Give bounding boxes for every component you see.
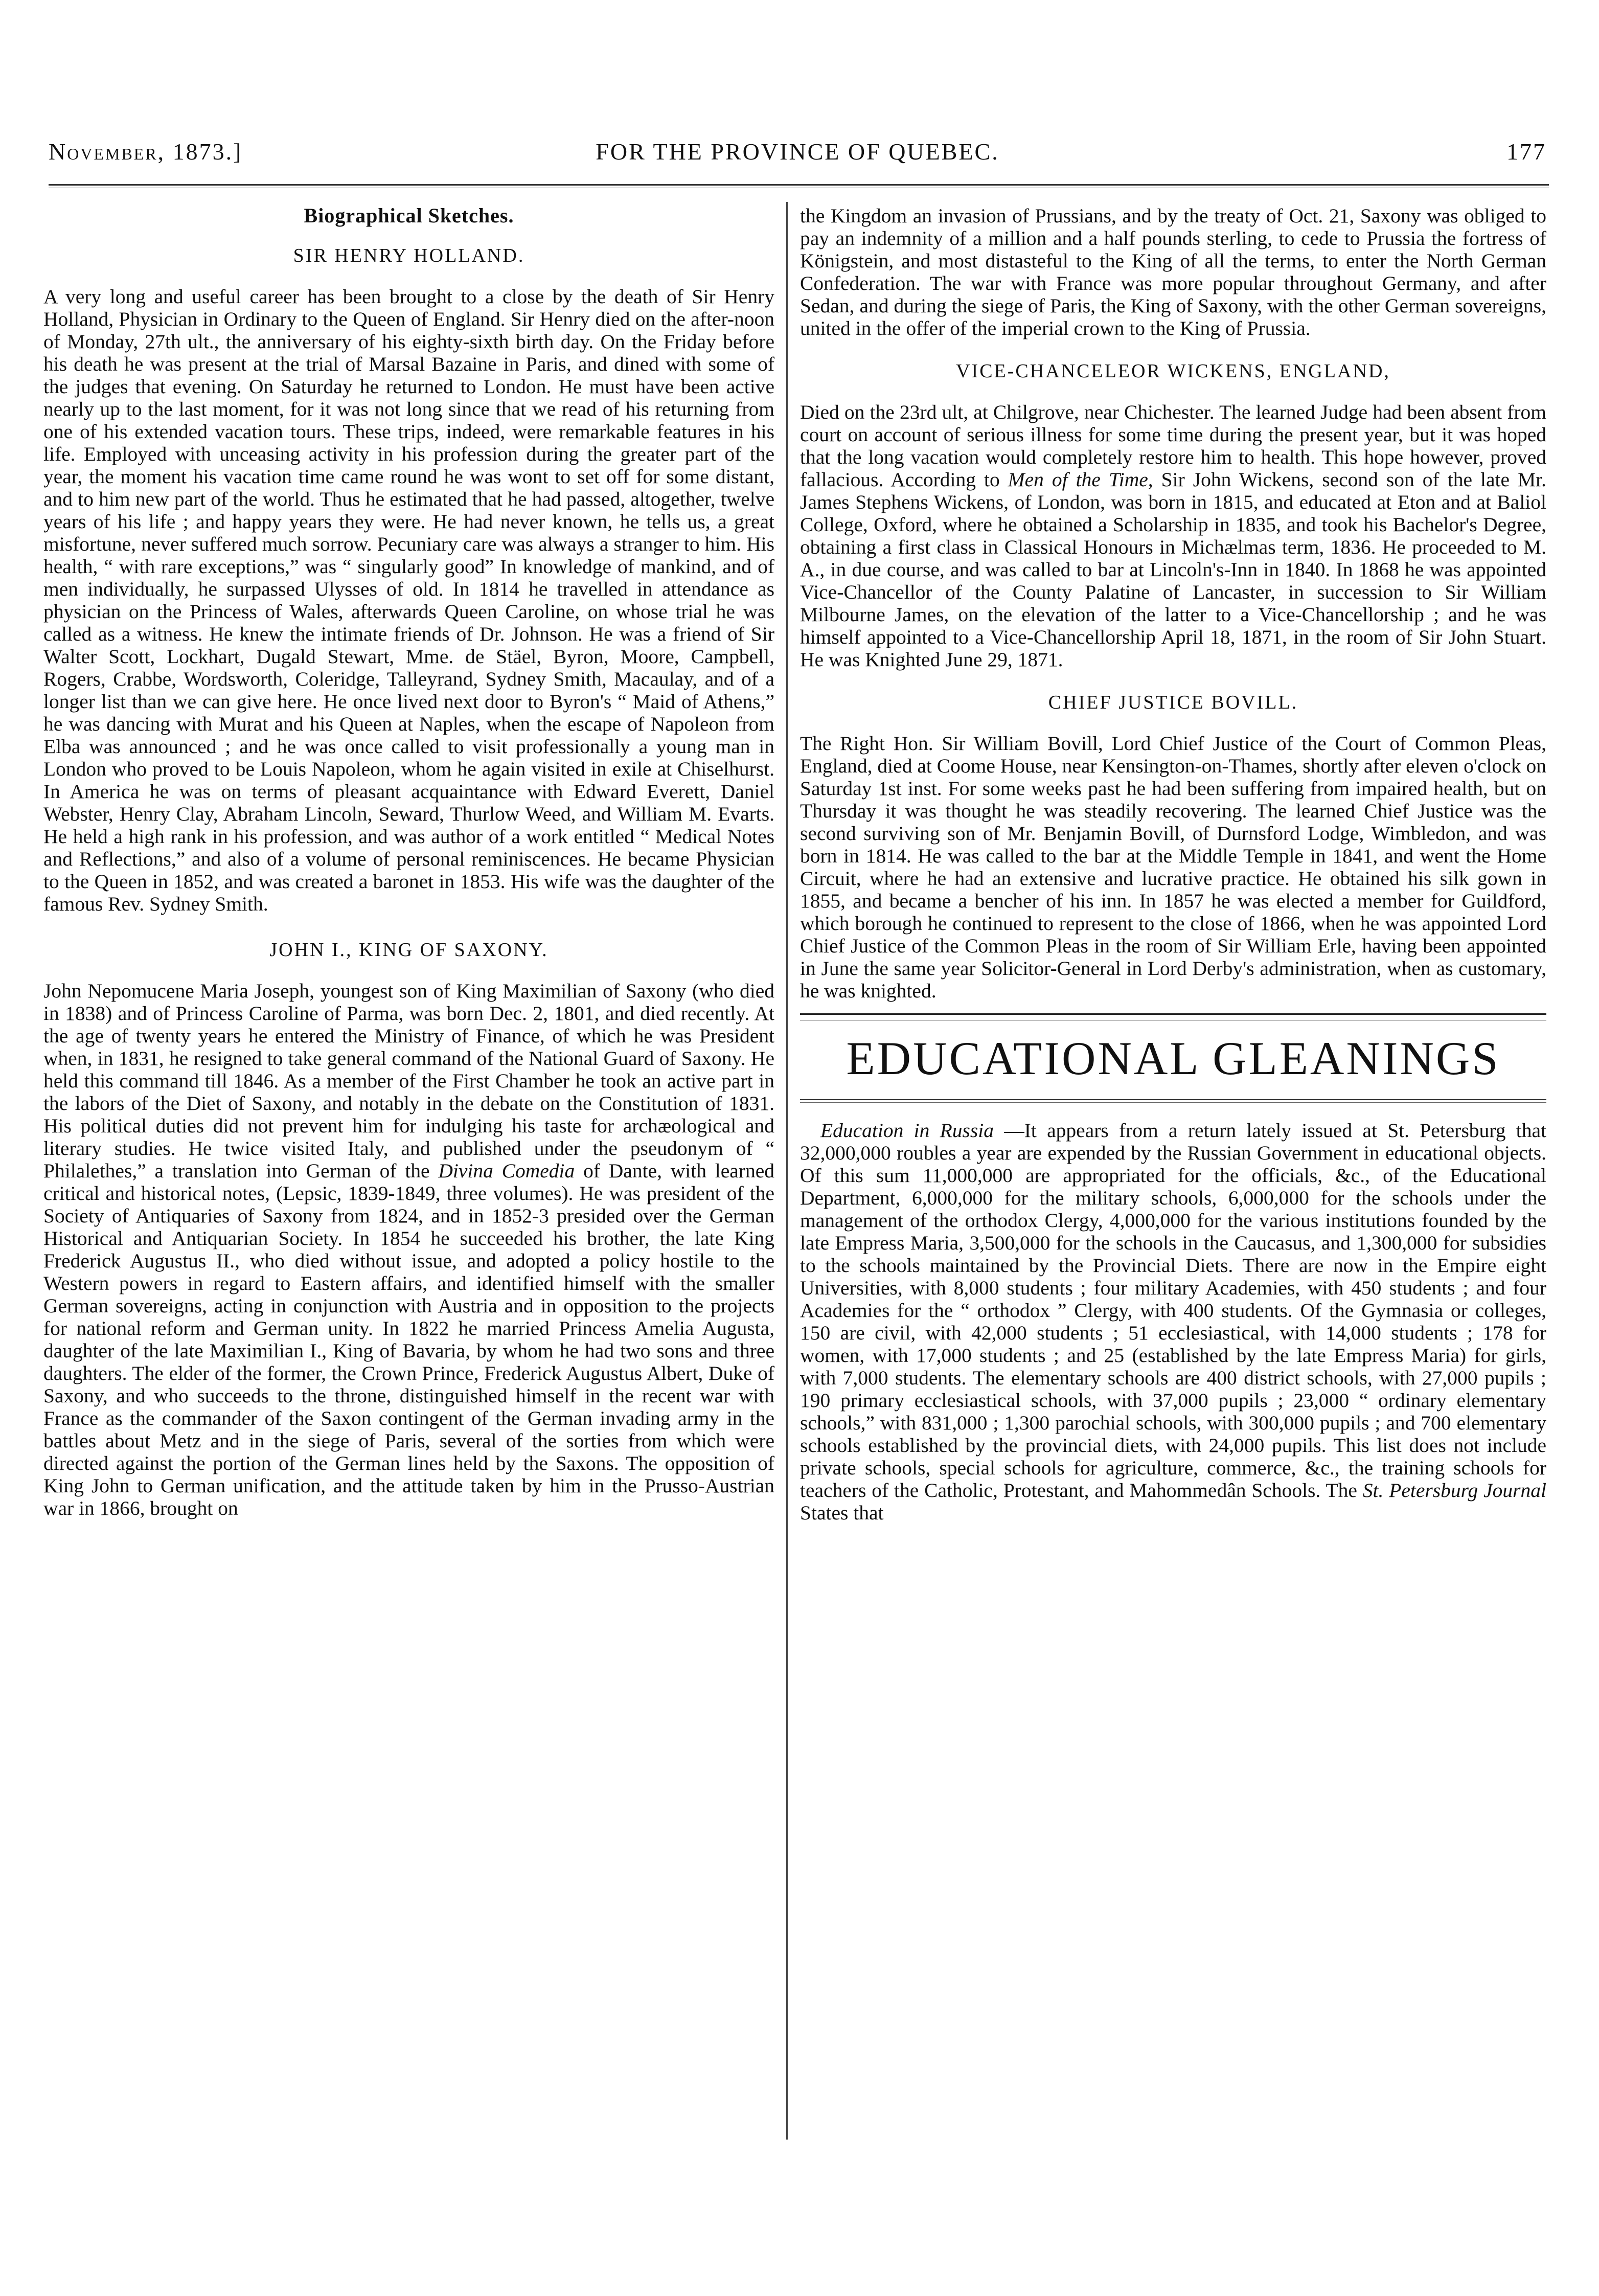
page-number: 177 — [1506, 139, 1546, 165]
article-title-king-john: JOHN I., KING OF SAXONY. — [269, 939, 549, 961]
right-column — [800, 204, 1546, 1524]
wickens-text-part-1: Died on the 23rd ult, at Chilgrove, near Chichester. The learned Judge had been absent from court on account of serious illness for some time during the present year, but it was hoped that the long vacation would completely restore him to health. This hope however, proved fallacious. According to — [800, 401, 1546, 491]
article-body-king-john-continued: the Kingdom an invasion of Prussians, and by the treaty of Oct. 21, Saxony was obliged to pay an indemnity of a million and a half pounds sterling, to cede to Prussia the fortress of Königstein, and most distasteful to the King of all the terms, to enter the North German Confederation. The war with France was more popular throughout Germany, and after Sedan, and during the siege of Paris, the King of Saxony, with the other German sovereigns, united in the offer of the imperial crown to the King of Prussia. — [800, 204, 1546, 339]
education-russia-lead-in: Education in Russia — [820, 1119, 994, 1142]
article-body-education-russia — [800, 1119, 1546, 1524]
article-body-holland: A very long and useful career has been brought to a close by the death of Sir Henry Holland, Physician in Ordinary to the Queen of England. Sir Henry died on the after-noon of Monday, 27th ult., the anniversary of his eighty-sixth birth day. On the Friday before his death he was present at the trial of Marsal Bazaine in Paris, and dined with some of the judges that evening. On Saturday he returned to London. He must have been active nearly up to the last moment, for it was not long since that we read of his returning from one of his extended vacation tours. These trips, indeed, were remarkable features in his life. Employed with unceasing activity in his profession during the greater part of the year, the moment his vacation time came round he was wont to set off for some distant, and to him new part of the world. Thus he estimated that he had passed, altogether, twelve years of his life ; and happy years they were. He had never known, he tells us, a great misfortune, never suffered much sorrow. Pecuniary care was always a stranger to him. His health, “ with rare exceptions,” was “ singularly good” In knowledge of mankind, and of men individually, he surpassed Ulysses of old. In 1814 he travelled in attendance as physician on the Princess of Wales, afterwards Queen Caroline, on whose trial he was called as a witness. He knew the intimate friends of Dr. Johnson. He was a friend of Sir Walter Scott, Lockhart, Dugald Stewart, Mme. de Stäel, Byron, Moore, Campbell, Rogers, Crabbe, Wordsworth, Coleridge, Talleyrand, Sydney Smith, Macaulay, and of a longer list than we can give here. He once lived next door to Byron's “ Maid of Athens,” he was dancing with Murat and his Queen at Naples, when the escape of Napoleon from Elba was announced ; and he was once called to visit professionally a young man in London who proved to be Louis Napoleon, whom he again visited in exile at Chiselhurst. In America he was on terms of pleasant acquaintance with Edward Everett, Daniel Webster, Henry Clay, Abraham Lincoln, Seward, Thurlow Weed, and William M. Evarts. He held a high rank in his profession, and was author of a work entitled “ Medical Notes and Reflections,” and also of a volume of personal reminiscences. He became Physician to the Queen in 1852, and was created a baronet in 1853. His wife was the daughter of the famous Rev. Sydney Smith. — [43, 285, 774, 915]
king-john-text-part-2: of Dante, with learned critical and historical notes, (Lepsic, 1839-1849, three volumes). He was president of the Society of Antiquaries of Saxony from 1824, and in 1852-3 presided over the German Historical and Antiquarian Society. In 1854 he succeeded his brother, the late King Frederick Augustus II., who died without issue, and adopted a policy hostile to the Western powers in regard to Eastern affairs, and identified himself with the smaller German sovereigns, acting in conjunction with Austria and in opposition to the projects for national reform and German unity. In 1822 he married Princess Amelia Augusta, daughter of the late Maximilian I., King of Bavaria, by whom he had two sons and three daughters. The elder of the former, the Crown Prince, Frederick Augustus Albert, Duke of Saxony, and who succeeds to the throne, distinguished himself in the recent war with France as the commander of the Saxon contingent of the German invading army in the battles about Metz and in the siege of Paris, several of the sorties from which were directed against the portion of the German lines held by the Saxons. The opposition of King John to German unification, and the attitude taken by him in the Prusso-Austrian war in 1866, brought on — [43, 1160, 774, 1519]
men-of-the-time-title: Men of the Time, — [1008, 468, 1153, 491]
left-column — [43, 204, 774, 1519]
article-body-wickens — [800, 401, 1546, 671]
education-russia-text-part-2: States that — [800, 1502, 884, 1524]
running-header — [49, 138, 1546, 174]
divina-comedia-title: Divina Comedia — [438, 1160, 575, 1182]
article-body-king-john — [43, 980, 774, 1519]
st-petersburg-journal-title: St. Petersburg Journal — [1362, 1479, 1547, 1502]
section-heading-educational-gleanings: EDUCATIONAL GLEANINGS — [846, 1032, 1500, 1084]
article-title-wickens: VICE-CHANCELEOR WICKENS, ENGLAND, — [956, 360, 1390, 382]
header-title: FOR THE PROVINCE OF QUEBEC. — [596, 139, 999, 165]
education-russia-text-part-1: —It appears from a return lately issued at St. Petersburg that 32,000,000 roubles a year are expended by the Russian Government in educational objects. Of this sum 11,000,000 are appropriated for the officials, &c., of the Educational Department, 6,000,000 for the military schools, 6,000,000 for the schools under the management of the orthodox Clergy, 4,000,000 for the various institutions founded by the late Empress Maria, 3,500,000 for the schools in the Caucasus, and 1,300,000 for subsidies to the schools maintained by the Provincial Diets. There are now in the Empire eight Universities, with 8,000 students ; four military Academies, with 450 students ; and four Academies for the “ orthodox ” Clergy, with 400 students. Of the Gymnasia or colleges, 150 are civil, with 42,000 students ; 51 ecclesiastical, with 14,000 students ; 178 for women, with 17,000 students ; and 25 (established by the late Empress Maria) for girls, with 7,000 students. The elementary schools are 400 district schools, with 27,000 pupils ; 190 primary ecclesiastical schools, with 37,000 pupils ; 23,000 “ ordinary elementary schools,” with 831,000 ; 1,300 parochial schools, with 300,000 pupils ; and 700 elementary schools established by the provincial diets, with 24,000 pupils. This list does not include private schools, special schools for agriculture, commerce, &c., the training schools for teachers of the Catholic, Protestant, and Mahommedân Schools. The — [800, 1119, 1546, 1502]
wickens-text-part-2: Sir John Wickens, second son of the late Mr. James Stephens Wickens, of London, was born in 1815, and educated at Eton and at Baliol College, Oxford, where he obtained a Scholarship in 1835, and took his Bachelor's Degree, obtaining a first class in Classical Honours in Michælmas term, 1836. He proceeded to M. A., in due course, and was called to bar at Lincoln's-Inn in 1840. In 1868 he was appointed Vice-Chancellor of the County Palatine of Lancaster, in succession to Sir William Milbourne James, on the elevation of the latter to a Vice-Chancellorship ; and he was himself appointed to a Vice-Chancellorship April 18, 1871, in the room of Sir John Stuart. He was Knighted June 29, 1871. — [800, 468, 1546, 671]
king-john-text-part-1: John Nepomucene Maria Joseph, youngest son of King Maximilian of Saxony (who died in 1838) and of Princess Caroline of Parma, was born Dec. 2, 1801, and died recently. At the age of twenty years he entered the Ministry of Finance, of which he was President when, in 1831, he resigned to take general command of the National Guard of Saxony. He held this command till 1846. As a member of the First Chamber he took an active part in the labors of the Diet of Saxony, and notably in the debate on the Constitution of 1831. His political duties did not prevent him for indulging his taste for archæological and literary studies. He twice visited Italy, and published under the pseudonym of “ Philalethes,” a translation into German of the — [43, 980, 774, 1182]
header-date: November, 1873.] — [49, 139, 243, 165]
article-title-holland: SIR HENRY HOLLAND. — [293, 245, 525, 266]
column-divider — [786, 202, 788, 2140]
article-title-bovill: CHIEF JUSTICE BOVILL. — [1048, 692, 1298, 713]
article-body-bovill: The Right Hon. Sir William Bovill, Lord Chief Justice of the Court of Common Pleas, England, died at Coome House, near Kensington-on-Thames, shortly after eleven o'clock on Saturday 1st inst. For some weeks past he had been suffering from impaired health, but on Thursday it was thought he was steadily recovering. The learned Chief Justice was the second surviving son of Mr. Benjamin Bovill, of Durnsford Lodge, Wimbledon, and was born in 1814. He was called to the bar at the Middle Temple in 1841, and went the Home Circuit, where he had an extensive and lucrative practice. He obtained his silk gown in 1855, and became a bencher of his inn. In 1857 he was elected a member for Guildford, which borough he continued to represent to the close of 1866, when he was appointed Lord Chief Justice of the Common Pleas in the room of Sir William Erle, having been appointed in June the same year Solicitor-General in Lord Derby's administration, when as customary, he was knighted. — [800, 732, 1546, 1002]
header-rule — [49, 184, 1549, 188]
section-title-biographical: Biographical Sketches. — [304, 204, 514, 227]
section-rule-bottom — [800, 1099, 1546, 1103]
section-rule-top — [800, 1013, 1546, 1020]
